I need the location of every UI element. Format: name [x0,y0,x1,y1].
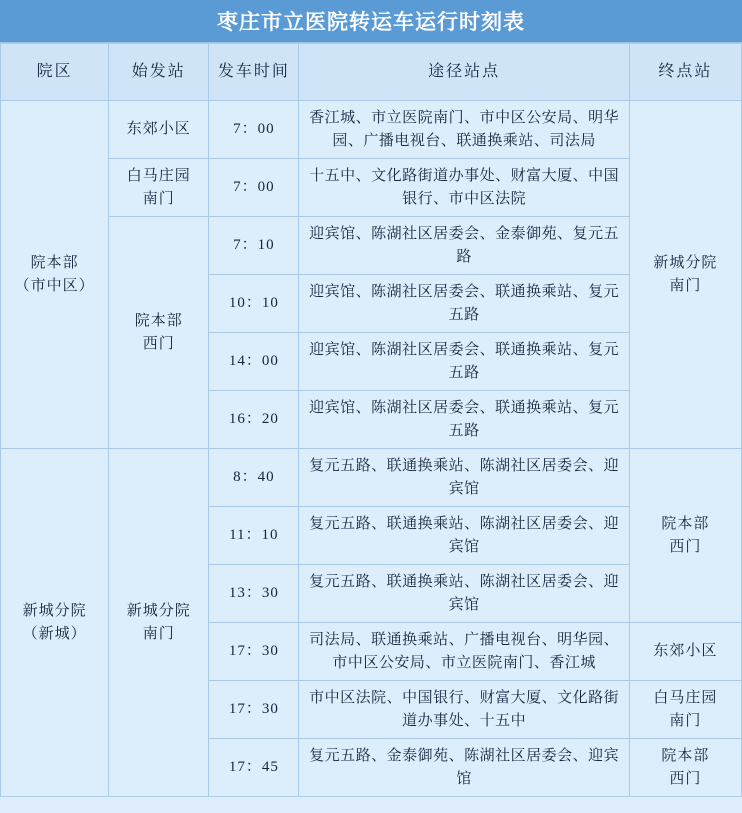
column-header-route: 途径站点 [299,44,629,101]
shuttle-schedule-table [0,43,742,797]
departure-time-cell: 10：10 [209,275,299,333]
destination-cell [629,101,741,449]
campus-line-1: 新城分院 [22,603,87,619]
destination-line-2: 西门 [669,770,702,787]
departure-time-cell: 7：00 [209,101,299,159]
route-cell: 迎宾馆、陈湖社区居委会、金泰御苑、复元五路 [299,217,629,275]
route-cell: 香江城、市立医院南门、市中区公安局、明华园、广播电视台、联通换乘站、司法局 [299,101,629,159]
route-cell: 复元五路、联通换乘站、陈湖社区居委会、迎宾馆 [299,449,629,507]
destination-line-2: 南门 [669,277,702,294]
campus-line-1: 院本部 [30,255,79,271]
route-cell: 复元五路、联通换乘站、陈湖社区居委会、迎宾馆 [299,565,629,623]
origin-cell [109,449,209,797]
origin-cell [109,217,209,449]
departure-time-cell: 17：30 [209,681,299,739]
origin-cell [109,159,209,217]
destination-cell [629,739,741,797]
destination-line-1: 白马庄园 [653,690,718,706]
column-header-campus: 院区 [1,44,109,101]
campus-line-2: （新城） [22,625,87,642]
departure-time-cell: 17：45 [209,739,299,797]
origin-line-2: 南门 [142,625,175,642]
departure-time-cell: 11：10 [209,507,299,565]
destination-cell: 东郊小区 [629,623,741,681]
column-header-time: 发车时间 [209,44,299,101]
page-title: 枣庄市立医院转运车运行时刻表 [217,10,525,34]
destination-cell [629,449,741,623]
route-cell: 迎宾馆、陈湖社区居委会、联通换乘站、复元五路 [299,333,629,391]
origin-line-1: 院本部 [134,313,183,329]
departure-time-cell: 14：00 [209,333,299,391]
column-header-destination: 终点站 [629,44,741,101]
header-row [1,44,742,101]
destination-cell [629,681,741,739]
route-cell: 复元五路、金泰御苑、陈湖社区居委会、迎宾馆 [299,739,629,797]
origin-line-1: 东郊小区 [126,121,191,138]
departure-time-cell: 13：30 [209,565,299,623]
destination-line-2: 西门 [669,538,702,555]
table-header [1,44,742,101]
origin-cell [109,101,209,159]
table-row [1,449,742,507]
departure-time-cell: 17：30 [209,623,299,681]
destination-line-2: 南门 [669,712,702,729]
departure-time-cell: 8：40 [209,449,299,507]
departure-time-cell: 7：00 [209,159,299,217]
departure-time-cell: 16：20 [209,391,299,449]
destination-line-1: 院本部 [661,516,710,532]
campus-line-2: （市中区） [14,277,95,294]
table-body [1,101,742,797]
campus-cell-branch [1,449,109,797]
column-header-origin: 始发站 [109,44,209,101]
route-cell: 迎宾馆、陈湖社区居委会、联通换乘站、复元五路 [299,391,629,449]
route-cell: 市中区法院、中国银行、财富大厦、文化路街道办事处、十五中 [299,681,629,739]
route-cell: 司法局、联通换乘站、广播电视台、明华园、市中区公安局、市立医院南门、香江城 [299,623,629,681]
campus-cell-main [1,101,109,449]
origin-line-1: 新城分院 [126,603,191,619]
route-cell: 迎宾馆、陈湖社区居委会、联通换乘站、复元五路 [299,275,629,333]
destination-line-1: 院本部 [661,748,710,764]
table-row [1,101,742,159]
departure-time-cell: 7：10 [209,217,299,275]
route-cell: 复元五路、联通换乘站、陈湖社区居委会、迎宾馆 [299,507,629,565]
origin-line-1: 白马庄园 [126,168,191,184]
origin-line-2: 西门 [142,335,175,352]
page-title-bar [0,0,742,43]
route-cell: 十五中、文化路街道办事处、财富大厦、中国银行、市中区法院 [299,159,629,217]
destination-line-1: 新城分院 [653,255,718,271]
origin-line-2: 南门 [142,190,175,207]
